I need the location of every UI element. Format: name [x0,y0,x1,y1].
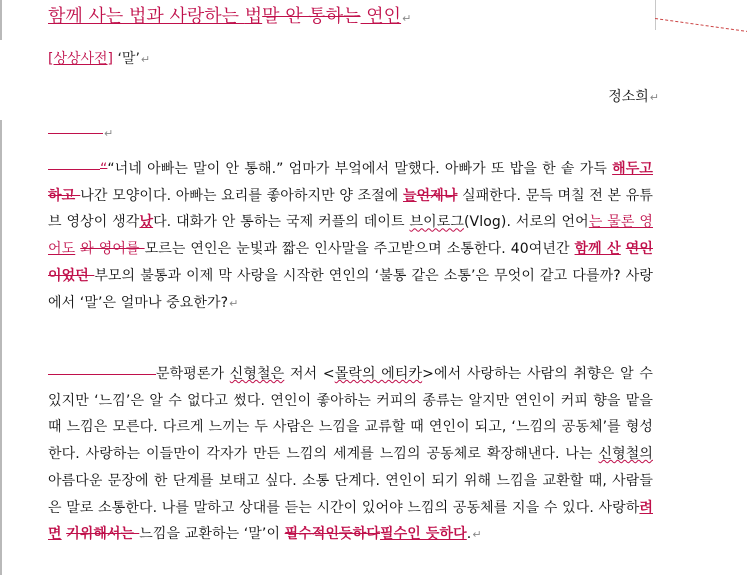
inserted-tab-marker [48,374,156,375]
inserted-tab-marker [48,133,103,134]
body-text: . [466,526,472,543]
body-text: 다. 대화가 안 통하는 국제 커플의 데이트 [153,214,410,231]
deleted-text: “ [100,161,108,177]
inserted-text: 필수인 듯하다 [380,526,467,543]
author-text: 정소희 [608,89,649,105]
spellcheck-flagged-text: 브이로그 [409,214,464,231]
subtitle-text: ‘말’ [113,51,140,67]
left-margin-bar [0,120,2,575]
inserted-text: 늘 [402,187,417,204]
title-deletion: 말 안 통하는 [262,6,361,27]
inserted-text: 함께 산 [574,241,621,258]
body-paragraph-1[interactable] [48,156,653,317]
body-text: 실패한다. 문득 며칠 전 본 유튜브 영상이 생각 [48,187,653,231]
deleted-text: 필수적인듯하다 [284,526,381,543]
empty-paragraph[interactable] [48,125,113,141]
document-subtitle[interactable] [48,48,150,68]
inserted-text: 려면 [48,499,653,543]
paragraph-mark-icon: ↵ [140,53,151,66]
title-text-tail: 연인 [360,6,402,27]
comment-connector-line [655,0,747,33]
paragraph-mark-icon: ↵ [229,296,239,310]
paragraph-mark-icon: ↵ [402,12,412,25]
title-text: 함께 사는 법과 사랑하는 [48,6,245,27]
title-insertion: 법 [244,6,263,27]
left-margin-bar [0,0,2,40]
inserted-text: 났 [139,214,154,231]
inserted-text: 해두고 [612,161,653,177]
body-text: 저서 < [284,366,335,382]
deleted-text: 기위해서는 [66,526,140,543]
inserted-tab-marker [48,169,100,170]
spellcheck-flagged-text: 몰락의 에티카 [334,366,423,382]
paragraph-mark-icon: ↵ [104,127,114,140]
author-name[interactable] [608,86,659,106]
body-text: >에서 사랑하는 사람의 취향은 알 수 있지만 ‘느낌’은 알 수 없다고 썼다. 연인이 좋아하는 커피의 종류는 알지만 연인이 커피 향을 맡을 때 느낌은 모른다. 다르게 느끼는 두 사람은 느낌을 교류할 때 연인이 되고, ‘느낌의 공동체’를 형성한다. 사랑하는 이들만이 각자가 만든 느낌의 세계를 느낌의 공동체로 확장해낸다. 나는 [48,366,654,463]
body-text: 나간 모양이다. 아빠는 요리를 좋아하지만 양 조절에 [80,187,403,204]
deleted-text: 와 영어를 [80,241,145,258]
document-title[interactable] [48,2,411,28]
body-text: 문학평론가 [156,366,230,382]
deleted-text: 연인이었던 [48,241,653,284]
body-text: “너네 아빠는 말이 안 통해.” 엄마가 부엌에서 말했다. 아빠가 또 밥을 한 솥 가득 [107,161,613,177]
body-text: 느낌을 교환하는 ‘말’이 [139,526,285,543]
deleted-text: 언제나 [416,187,458,204]
spellcheck-flagged-text: 신형철의 [598,446,653,463]
body-text: 아름다운 문장에 한 단계를 보태고 싶다. 소통 단계다. 연인이 되기 위해 느낌을 교환할 때, 사람들은 말로 소통한다. 나를 말하고 상대를 듣는 시간이 있어야 느낌의 공동체를 지을 수 있다. 사랑하 [48,472,654,516]
paragraph-mark-icon: ↵ [649,91,659,104]
inserted-text: 는 물론 영어도 [48,214,653,258]
deleted-text: 하고 [48,187,81,204]
body-text: 부모의 불통과 이제 막 사랑을 시작한 연인의 ‘불통 같은 소통’은 무엇이 같고 다를까? 사랑에서 ‘말’은 얼마나 중요한가? [48,267,653,311]
subtitle-insertion: [상상사전] [48,51,114,67]
paragraph-mark-icon: ↵ [472,528,482,542]
body-paragraph-2[interactable] [48,361,653,549]
body-text: 모르는 연인은 눈빛과 짧은 인사말을 주고받으며 소통한다. 40여년간 [144,241,575,258]
body-text: (Vlog). 서로의 언어 [464,214,589,231]
spellcheck-flagged-text: 신형철은 [229,366,285,382]
